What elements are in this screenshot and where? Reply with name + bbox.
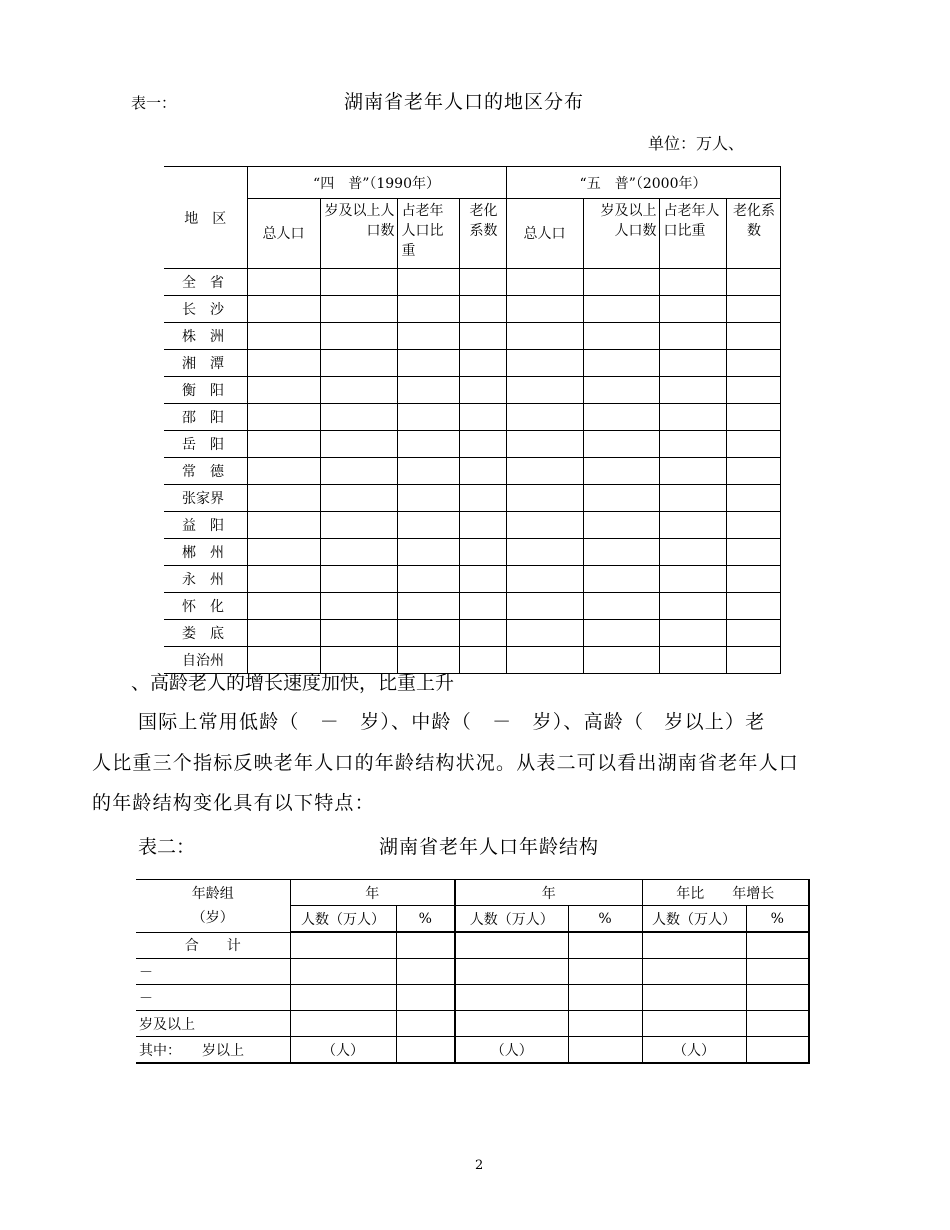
data-cell [506,296,583,323]
paragraph-line: 国际上常用低龄（ － 岁）、中龄（ － 岁）、高龄（ 岁以上）老 [138,711,766,733]
data-cell [583,485,659,512]
sub-header: 人数（万人） [290,906,396,933]
data-cell [746,985,809,1011]
data-cell [746,1037,809,1064]
data-cell [583,431,659,458]
data-cell [659,512,726,539]
data-cell [396,959,455,985]
table-row [164,269,780,296]
data-cell [396,1037,455,1064]
data-cell [320,512,397,539]
data-cell [247,269,320,296]
data-cell [583,620,659,647]
data-cell [459,593,506,620]
data-cell [320,593,397,620]
paragraph-line: 人比重三个指标反映老年人口的年龄结构状况。从表二可以看出湖南省老年人口 [92,752,800,774]
data-cell [459,566,506,593]
region-name: 衡 阳 [164,377,247,404]
data-cell [659,458,726,485]
data-cell [659,620,726,647]
data-cell [746,932,809,959]
region-name: 长 沙 [164,296,247,323]
data-cell [659,269,726,296]
data-cell [397,458,459,485]
data-cell [459,431,506,458]
data-cell [247,431,320,458]
data-cell [642,932,746,959]
data-cell [397,377,459,404]
sub-header: % [568,906,642,933]
data-cell [396,1011,455,1037]
data-cell [247,485,320,512]
data-cell [583,512,659,539]
data-cell [320,350,397,377]
data-cell [726,485,780,512]
data-cell [642,985,746,1011]
data-cell [397,512,459,539]
table-row [136,1011,809,1037]
data-cell [568,985,642,1011]
data-cell [726,593,780,620]
sub-header: 人数（万人） [642,906,746,933]
data-cell [397,323,459,350]
data-cell [396,985,455,1011]
data-cell [583,647,659,674]
table-row [136,1037,809,1064]
data-cell [459,269,506,296]
data-cell [459,458,506,485]
data-cell [726,539,780,566]
data-cell [506,593,583,620]
data-cell [397,296,459,323]
data-cell [642,959,746,985]
table-row [136,932,809,959]
data-cell [583,566,659,593]
paragraph-line: 的年龄结构变化具有以下特点： [92,792,375,814]
data-cell: （人） [642,1037,746,1064]
col-header: 老化系数 [459,199,506,269]
sub-header: % [746,906,809,933]
data-cell [746,1011,809,1037]
data-cell [455,932,568,959]
data-cell [726,566,780,593]
data-cell [320,566,397,593]
data-cell [659,377,726,404]
data-cell [320,620,397,647]
data-cell [320,431,397,458]
data-cell [506,431,583,458]
table-row [164,296,780,323]
region-name: 湘 潭 [164,350,247,377]
data-cell [659,404,726,431]
data-cell [506,485,583,512]
data-cell [397,431,459,458]
region-name: 全 省 [164,269,247,296]
data-cell [583,593,659,620]
table1-title: 湖南省老年人口的地区分布 [344,91,585,113]
data-cell [459,620,506,647]
data-cell [583,404,659,431]
region-distribution-table [164,166,781,674]
year2-header: 年 [455,880,642,906]
age-group-label: 其中： 岁以上 [136,1037,290,1064]
data-cell [583,269,659,296]
table-row [136,985,809,1011]
data-cell [455,1011,568,1037]
data-cell [247,566,320,593]
data-cell [290,932,396,959]
data-cell [746,959,809,985]
data-cell [583,350,659,377]
data-cell [726,458,780,485]
data-cell [726,377,780,404]
data-cell [397,620,459,647]
data-cell [506,458,583,485]
year1-header: 年 [290,880,455,906]
data-cell [320,296,397,323]
data-cell [320,539,397,566]
table-row [164,593,780,620]
data-cell [583,458,659,485]
data-cell [506,620,583,647]
data-cell [459,647,506,674]
data-cell [459,296,506,323]
table2-title: 湖南省老年人口年龄结构 [379,836,600,858]
data-cell [320,458,397,485]
data-cell [506,377,583,404]
data-cell [459,323,506,350]
table-row [164,350,780,377]
age-group-header: 年龄组 （岁） [136,880,290,933]
region-name: 邵 阳 [164,404,247,431]
region-name: 娄 底 [164,620,247,647]
region-name: 常 德 [164,458,247,485]
col-header: 岁及以上人口数 [583,199,659,269]
data-cell [568,1037,642,1064]
data-cell [568,959,642,985]
age-structure-table [136,879,810,1064]
data-cell [506,566,583,593]
sub-header: 人数（万人） [455,906,568,933]
data-cell [506,404,583,431]
data-cell [726,404,780,431]
age-group-label: 合 计 [136,932,290,959]
region-name: 自治州 [164,647,247,674]
data-cell [726,647,780,674]
data-cell [247,377,320,404]
data-cell [583,539,659,566]
data-cell [659,350,726,377]
data-cell [455,959,568,985]
data-cell [659,296,726,323]
table-row [164,431,780,458]
data-cell [290,1011,396,1037]
table-row [136,959,809,985]
data-cell [568,932,642,959]
age-group-label: － [136,985,290,1011]
region-name: 岳 阳 [164,431,247,458]
data-cell [247,512,320,539]
data-cell [247,458,320,485]
growth-header: 年比 年增长 [642,880,809,906]
region-header: 地 区 [164,167,247,269]
data-cell [247,323,320,350]
data-cell [397,485,459,512]
data-cell [396,932,455,959]
data-cell [397,350,459,377]
data-cell [583,323,659,350]
table1-unit: 单位：万人、 [648,134,745,153]
data-cell [320,485,397,512]
region-name: 郴 州 [164,539,247,566]
table-row [164,539,780,566]
data-cell [247,593,320,620]
data-cell [459,485,506,512]
data-cell [583,377,659,404]
data-cell [397,404,459,431]
data-cell [459,350,506,377]
data-cell [506,512,583,539]
data-cell [659,539,726,566]
data-cell [506,350,583,377]
data-cell [397,593,459,620]
data-cell [320,269,397,296]
col-header: 占老年人口比重 [659,199,726,269]
data-cell [726,512,780,539]
data-cell [506,539,583,566]
data-cell [726,323,780,350]
page-number: 2 [475,1158,484,1173]
data-cell [726,350,780,377]
data-cell [247,296,320,323]
data-cell: （人） [455,1037,568,1064]
col-header: 岁及以上人口数 [320,199,397,269]
data-cell [290,985,396,1011]
table-row [164,377,780,404]
table-row [164,323,780,350]
region-name: 永 州 [164,566,247,593]
data-cell [320,323,397,350]
census-2000-header: “五 普”（2000年） [506,167,780,199]
data-cell [397,539,459,566]
region-name: 株 洲 [164,323,247,350]
region-name: 怀 化 [164,593,247,620]
table-row [164,404,780,431]
col-header: 占老年人口比重 [397,199,459,269]
data-cell [320,377,397,404]
data-cell [247,350,320,377]
data-cell [459,377,506,404]
data-cell [459,512,506,539]
data-cell [459,404,506,431]
data-cell [247,539,320,566]
table-row [164,566,780,593]
data-cell [726,296,780,323]
data-cell [583,296,659,323]
age-group-label: － [136,959,290,985]
data-cell [659,323,726,350]
data-cell [642,1011,746,1037]
region-name: 张家界 [164,485,247,512]
data-cell [247,404,320,431]
data-cell [455,985,568,1011]
data-cell [568,1011,642,1037]
region-name: 益 阳 [164,512,247,539]
table-row [164,620,780,647]
section-heading: 、高龄老人的增长速度加快，比重上升 [131,672,455,694]
data-cell [726,620,780,647]
col-header: 总人口 [247,199,320,269]
data-cell [397,566,459,593]
census-1990-header: “四 普”（1990年） [247,167,506,199]
data-cell [506,269,583,296]
table-row [164,485,780,512]
data-cell [659,593,726,620]
table-row [164,458,780,485]
data-cell [659,485,726,512]
data-cell [506,647,583,674]
data-cell [397,269,459,296]
data-cell: （人） [290,1037,396,1064]
data-cell [506,323,583,350]
data-cell [247,620,320,647]
data-cell [320,404,397,431]
sub-header: % [396,906,455,933]
data-cell [659,431,726,458]
table2-label: 表二： [138,836,196,858]
data-cell [726,431,780,458]
age-group-label: 岁及以上 [136,1011,290,1037]
col-header: 总人口 [506,199,583,269]
table1-label: 表一： [131,94,177,112]
data-cell [659,566,726,593]
col-header: 老化系数 [726,199,780,269]
data-cell [290,959,396,985]
data-cell [659,647,726,674]
data-cell [459,539,506,566]
table-row [164,512,780,539]
data-cell [726,269,780,296]
